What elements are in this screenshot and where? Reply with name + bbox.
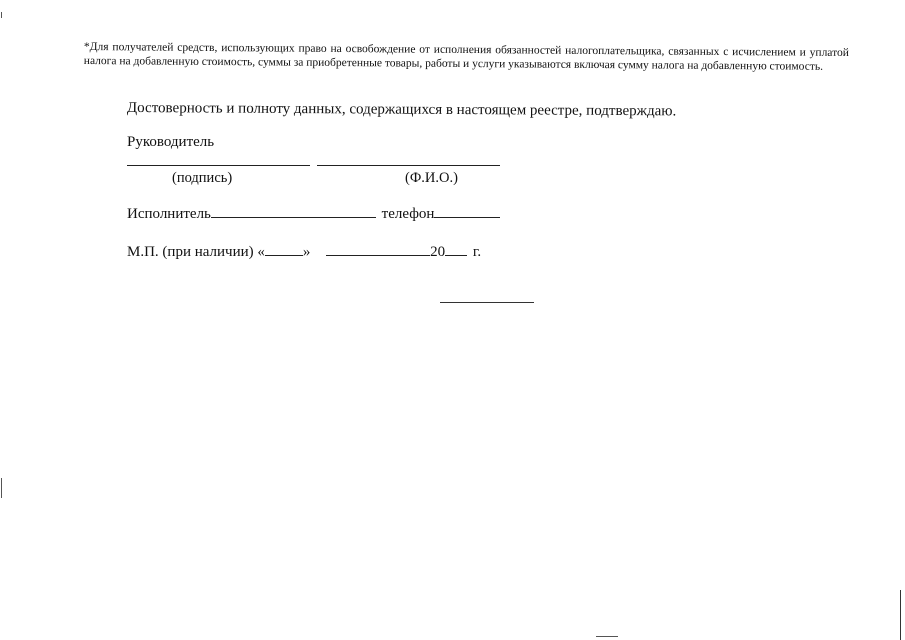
executor-field[interactable]: [211, 204, 376, 218]
scan-mark: [1, 478, 2, 498]
scan-mark: [900, 590, 901, 640]
stamp-date-row: [127, 242, 481, 261]
full-name-line[interactable]: [317, 165, 500, 166]
stamp-label: М.П. (при наличии) «: [127, 244, 265, 260]
executor-row: [127, 204, 500, 223]
year-suffix: г.: [472, 244, 482, 260]
signature-caption: (подпись): [172, 170, 233, 186]
footnote-text: *Для получателей средств, использующих право на освобождение от исполнения обязанностей налогоплательщика, связанных с исчислением и уплатой налога на добавленную стоимость, суммы за приобретенные товары, работы и услуги указываются включая сумму налога на добавленную стоимость.: [83, 40, 849, 73]
scan-mark: [1, 12, 2, 18]
head-label: Руководитель: [127, 134, 215, 150]
phone-label: телефон: [381, 206, 435, 222]
year-prefix: 20: [430, 244, 446, 260]
executor-label: Исполнитель: [127, 206, 211, 222]
scan-mark: [596, 636, 618, 637]
footnote: [84, 40, 849, 74]
day-field[interactable]: [265, 242, 303, 256]
month-field[interactable]: [326, 242, 430, 256]
signature-line[interactable]: [127, 165, 310, 166]
year-field[interactable]: [445, 242, 467, 256]
quote-close: »: [302, 244, 311, 260]
phone-field[interactable]: [434, 204, 500, 218]
full-name-caption: (Ф.И.О.): [405, 170, 458, 186]
separator-line: [440, 302, 534, 303]
confirmation-statement: Достоверность и полноту данных, содержащихся в настоящем реестре, подтверждаю.: [126, 100, 677, 120]
